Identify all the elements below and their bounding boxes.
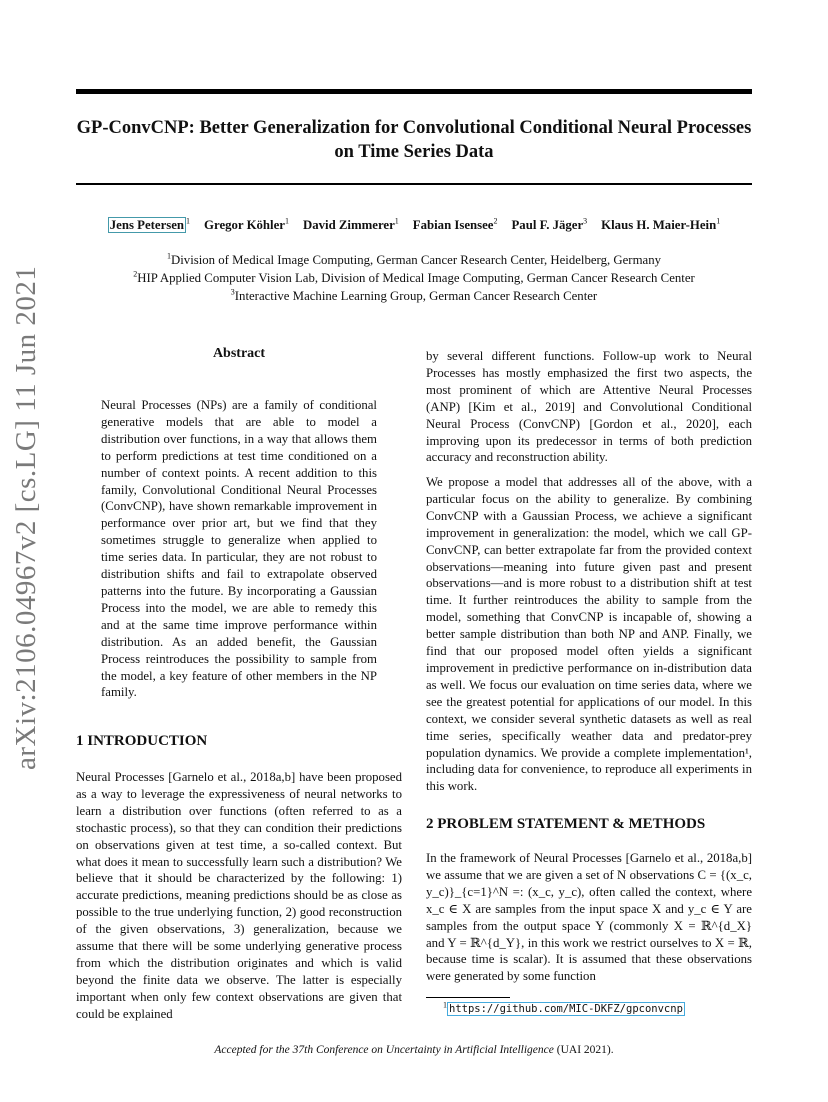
arxiv-identifier: arXiv:2106.04967v2 [cs.LG] 11 Jun 2021 [10, 265, 42, 770]
author-affiliation-mark: 1 [284, 216, 289, 226]
footnote-url-link[interactable]: https://github.com/MIC-DKFZ/gpconvcnp [449, 1003, 683, 1015]
author [303, 218, 399, 232]
problem-statement-text: In the framework of Neural Processes [Garnelo et al., 2018a,b] we assume that we are given a set of N observations C = {(x_c, y_c)}_{c=1}^N =: (x_c, y_c), often called the context, where x_c ∈ X are samples from the input space X and y_c ∈ Y are samples from the output space Y (commonly X = ℝ^{d_X} and Y = ℝ^{d_Y}, in this work we restrict ourselves to X = ℝ, because time is scalar). It is assumed that these observations were generated by some function [426, 851, 752, 984]
abstract-heading: Abstract [212, 346, 266, 361]
title-top-rule [76, 89, 752, 94]
affiliations [76, 251, 752, 305]
affiliation-mark: 2 [133, 269, 138, 279]
intro-text: Neural Processes [Garnelo et al., 2018a,b] have been proposed as a way to leverage the expressiveness of neural networks to learn a distribution over functions (often referred to as a stochastic process), so that they can condition their predictions on observations given at test time, a so-called context. But what does it mean to successfully learn such a distribution? We believe that it should be characterized by the following: 1) accurate predictions, meaning predictions should be as close as possible to the true underlying function, 2) good reconstruction of the given observations, 3) generalization, because we assume that there will be some underlying generative process from which the distribution originates and which is valid beyond the finite data we observe. The latter is especially important when only few context observations are given that could be explained [76, 770, 402, 1021]
problem-statement-heading: 2 PROBLEM STATEMENT & METHODS [426, 816, 706, 832]
author-affiliation-mark: 1 [186, 216, 191, 226]
author-affiliation-mark: 1 [716, 216, 721, 226]
affiliation-line [76, 269, 752, 287]
author-affiliation-mark: 3 [583, 216, 588, 226]
author-affiliation-mark: 1 [394, 216, 399, 226]
affiliation-text: HIP Applied Computer Vision Lab, Division of Medical Image Computing, German Cancer Research Center [137, 271, 695, 285]
author-name: Jens Petersen [109, 218, 185, 232]
title-bottom-rule [76, 183, 752, 185]
footnote-rule [426, 997, 510, 998]
affiliation-line [76, 287, 752, 305]
author [413, 218, 498, 232]
author [601, 218, 720, 232]
author-name: Klaus H. Maier-Hein [601, 218, 717, 232]
author [511, 218, 587, 232]
author-list [76, 218, 752, 233]
venue-footer [76, 1044, 752, 1056]
affiliation-mark: 1 [167, 251, 171, 261]
paper-title: GP-ConvCNP: Better Generalization for Convolutional Conditional Neural Processes on Time Series Data [76, 118, 752, 162]
author [204, 218, 289, 232]
author-affiliation-mark: 2 [493, 216, 498, 226]
author-name: Gregor Köhler [204, 218, 285, 232]
venue-text: Accepted for the 37th Conference on Uncertainty in Artificial Intelligence [214, 1044, 554, 1056]
intro-heading: 1 INTRODUCTION [76, 733, 208, 749]
affiliation-mark: 3 [230, 287, 235, 297]
abstract-text: Neural Processes (NPs) are a family of conditional generative models that are able to model a distribution over functions, in a way that allows them to perform predictions at test time conditioned on a number of context points. A recent addition to this family, Convolutional Conditional Neural Processes (ConvCNP), have shown remarkable improvement in performance over prior art, but we find that they sometimes struggle to generalize when applied to time series data. In particular, they are not robust to distribution shifts and fail to extrapolate observed patterns into the future. By incorporating a Gaussian Process into the model, we are able to remedy this and at the same time improve performance within distribution. As an added benefit, the Gaussian Process reintroduces the possibility to sample from the model, a key feature of other members in the NP family. [101, 398, 377, 700]
venue-suffix: (UAI 2021). [556, 1044, 614, 1056]
intro-contribution-paragraph: We propose a model that addresses all of the above, with a particular focus on the ability to generalize. By combining ConvCNP with a Gaussian Process, we achieve a significant improvement in generalization: the model, which we call GP-ConvCNP, can better extrapolate far from the provided context observations—meaning into future given past and present observations—and is more robust to a distribution shift at test time. It further reintroduces the ability to sample from the model, something that ConvCNP is incapable of, showing a better sample distribution than both NP and ANP. Finally, we find that our proposed model often yields a significant improvement in predictive performance on in-distribution data as well. We focus our evaluation on time series data, where we see the greatest potential for applications of our model. In this context, we consider several synthetic datasets as well as real time series, specifically weather data and predator-prey population dynamics. We provide a complete implementation¹, including data for convenience, to reproduce all experiments in this work. [426, 475, 752, 794]
footnote [443, 1000, 685, 1015]
affiliation-text: Division of Medical Image Computing, German Cancer Research Center, Heidelberg, Germany [171, 253, 661, 267]
author-name: David Zimmerer [302, 218, 395, 232]
author-name: Fabian Isensee [412, 218, 494, 232]
intro-continued-paragraph: by several different functions. Follow-up work to Neural Processes has mostly emphasized the first two aspects, the most prominent of which are Attentive Neural Processes (ANP) [Kim et al., 2019] and Convolutional Conditional Neural Process (ConvCNP) [Gordon et al., 2020], each improving upon its predecessor in terms of both prediction accuracy and reconstruction ability. [426, 349, 752, 465]
author-name: Paul F. Jäger [511, 218, 584, 232]
author[interactable] [108, 218, 190, 232]
affiliation-text: Interactive Machine Learning Group, German Cancer Research Center [234, 289, 598, 303]
affiliation-line [76, 251, 752, 269]
footnote-mark: 1 [443, 1000, 447, 1010]
